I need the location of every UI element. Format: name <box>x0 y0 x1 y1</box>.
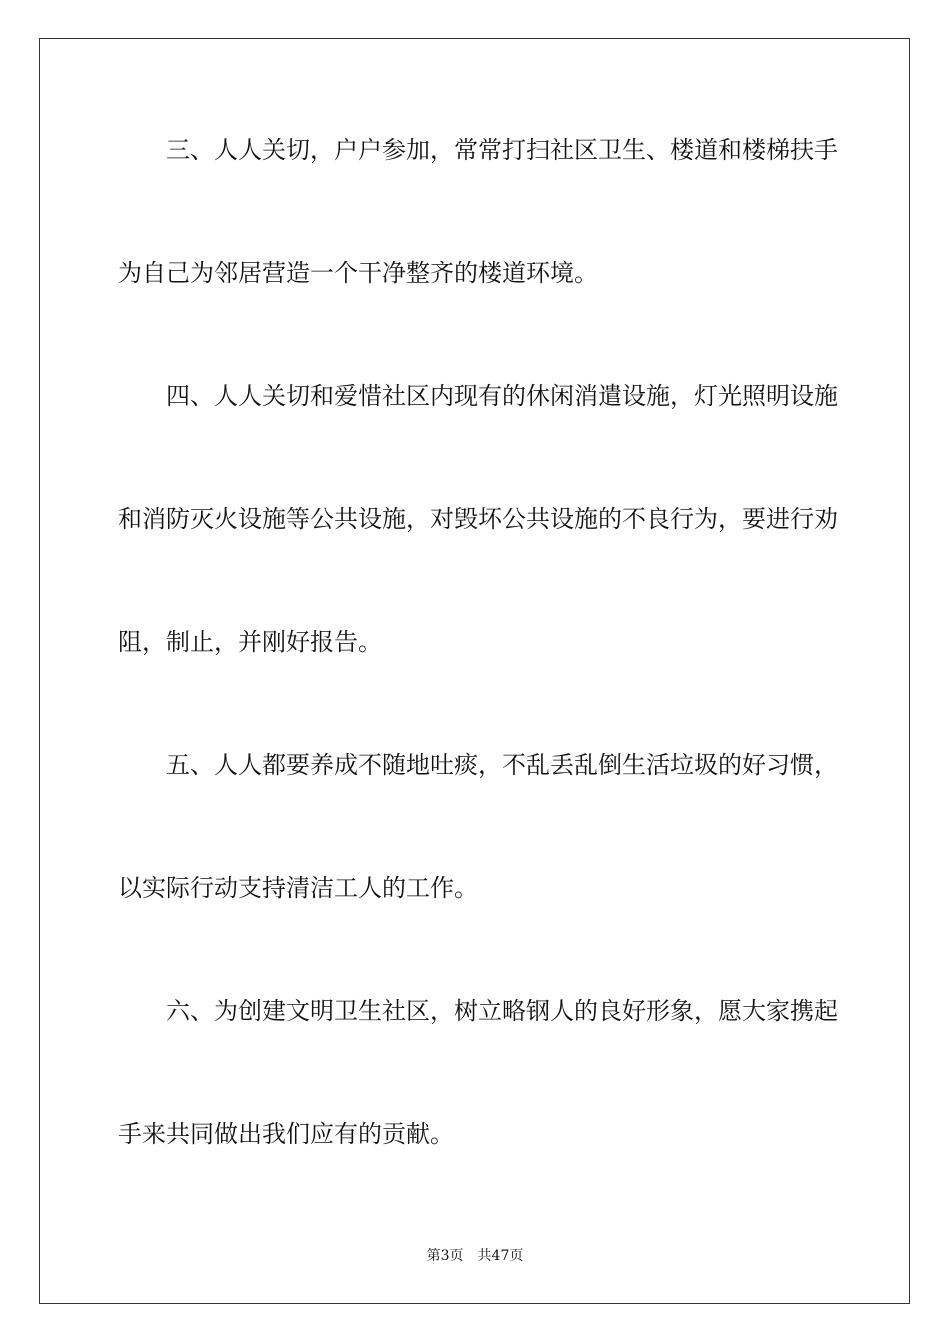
paragraph-5-line-2: 以实际行动支持清洁工人的工作。 <box>118 874 478 902</box>
page-border <box>39 38 910 1304</box>
page-footer <box>0 1247 950 1265</box>
paragraph-4-line-2: 和消防灭火设施等公共设施，对毁坏公共设施的不良行为，要进行劝 <box>118 505 838 533</box>
paragraph-5-line-1: 五、人人都要养成不随地吐痰，不乱丢乱倒生活垃圾的好习惯， <box>166 751 838 779</box>
paragraph-6-line-2: 手来共同做出我们应有的贡献。 <box>118 1120 454 1148</box>
paragraph-6-line-1: 六、为创建文明卫生社区，树立略钢人的良好形象，愿大家携起 <box>166 997 838 1025</box>
total-pages-label: 共47页 <box>477 1248 524 1264</box>
paragraph-3-line-1: 三、人人关切，户户参加，常常打扫社区卫生、楼道和楼梯扶手 <box>166 136 838 164</box>
paragraph-4-line-1: 四、人人关切和爱惜社区内现有的休闲消遣设施，灯光照明设施 <box>166 382 838 410</box>
current-page-label: 第3页 <box>426 1248 464 1264</box>
paragraph-3-line-2: 为自己为邻居营造一个干净整齐的楼道环境。 <box>118 259 598 287</box>
paragraph-4-line-3: 阻，制止，并刚好报告。 <box>118 628 382 656</box>
